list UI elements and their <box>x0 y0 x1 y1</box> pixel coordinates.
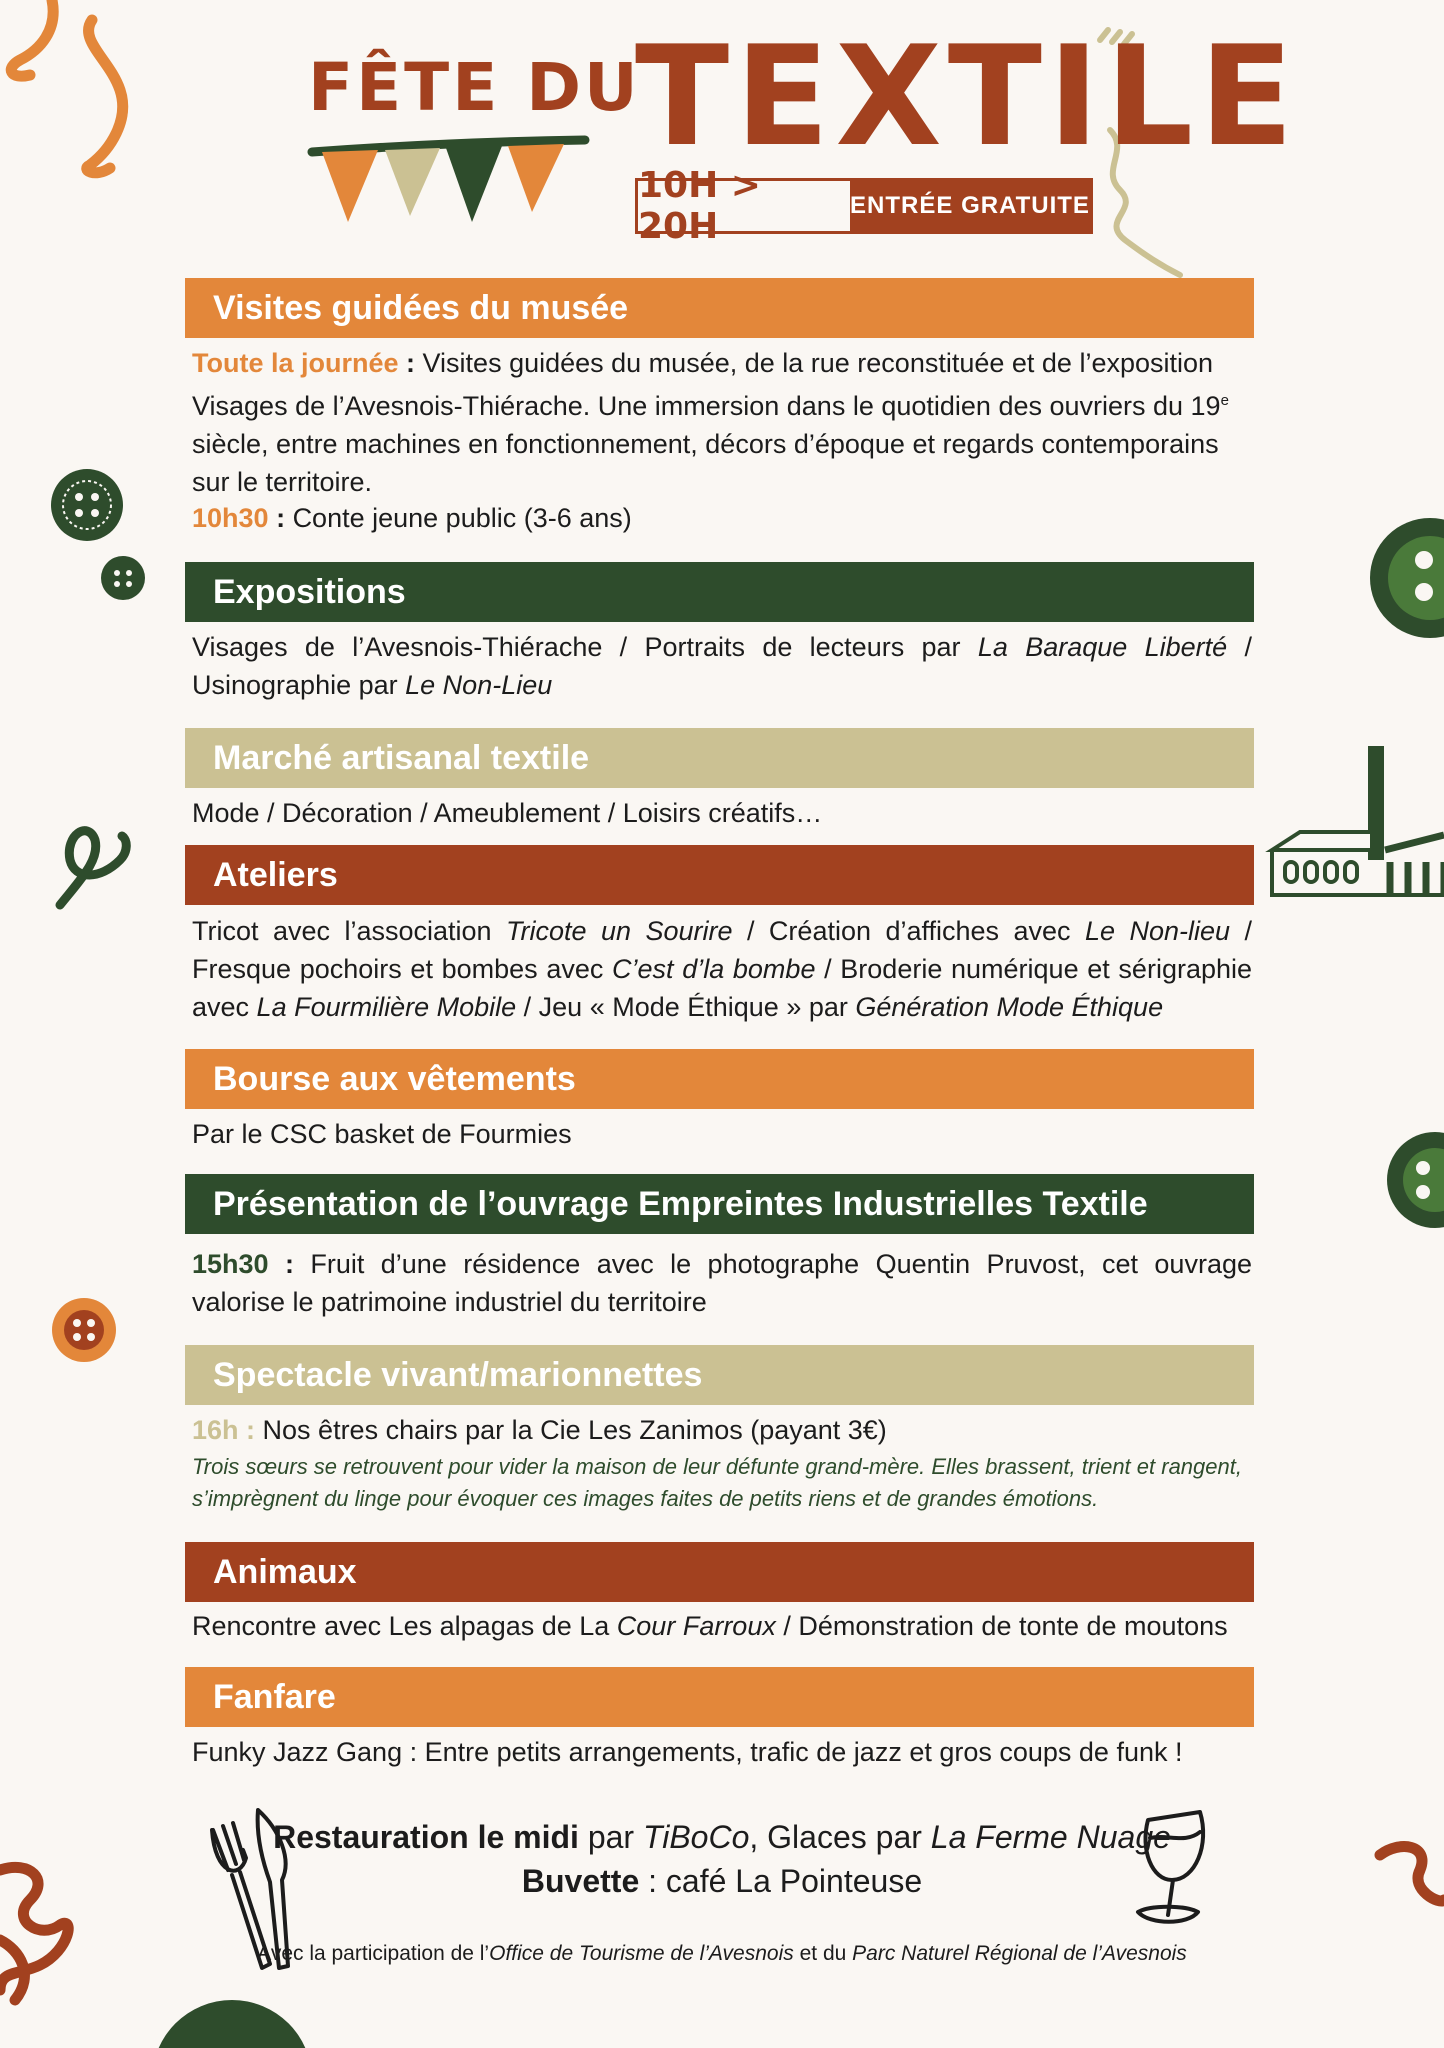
button-icon <box>52 1298 116 1362</box>
section-title-fanfare: Fanfare <box>185 1667 1254 1727</box>
section-title-marche: Marché artisanal textile <box>185 728 1254 788</box>
factory-icon <box>1272 748 1444 895</box>
section-body-visites: Toute la journée : Visites guidées du musée, de la rue reconstituée et de l’exposition Visages de l’Avesnois-Thiérache. Une immersion dans le quotidien des ouvriers du 19e siècle, entre machines en fonctionnement, décors d’époque et regards contemporains sur le territoire. <box>192 348 1229 497</box>
section-title-bourse: Bourse aux vêtements <box>185 1049 1254 1109</box>
section-title-ateliers: Ateliers <box>185 845 1254 905</box>
section-body-animaux: Rencontre avec Les alpagas de La Cour Farroux / Démonstration de tonte de moutons <box>192 1611 1228 1641</box>
time-label: 16h : <box>192 1415 256 1445</box>
section-title-visites: Visites guidées du musée <box>185 278 1254 338</box>
bunting-icon <box>312 140 585 222</box>
section-body-bourse: Par le CSC basket de Fourmies <box>192 1119 572 1149</box>
section-body-marche: Mode / Décoration / Ameublement / Loisirs créatifs… <box>192 798 823 828</box>
section-title-presentation: Présentation de l’ouvrage Empreintes Industrielles Textile <box>185 1174 1254 1234</box>
section-body-expositions: Visages de l’Avesnois-Thiérache / Portraits de lecteurs par La Baraque Liberté / Usinographie par Le Non-Lieu <box>192 632 1253 700</box>
button-icon <box>51 469 123 541</box>
free-entry-badge: ENTRÉE GRATUITE <box>850 181 1090 231</box>
spectacle-description: Trois sœurs se retrouvent pour vider la maison de leur défunte grand-mère. Elles brassent, trient et rangent, s’imprègnent du linge pour évoquer ces images faites de petits riens et de grandes émotions. <box>192 1454 1242 1511</box>
title-fete: FÊTE DU <box>308 49 641 126</box>
time-label: 10h30 <box>192 503 269 533</box>
section-body-presentation: 15h30 : Fruit d’une résidence avec le photographe Quentin Pruvost, cet ouvrage valorise le patrimoine industriel du territoire <box>192 1249 1252 1317</box>
section-body-visites-2: 10h30 : Conte jeune public (3-6 ans) <box>192 503 632 533</box>
time-label: Toute la journée <box>192 348 399 378</box>
section-body-fanfare: Funky Jazz Gang : Entre petits arrangements, trafic de jazz et gros coups de funk ! <box>192 1737 1183 1767</box>
section-title-animaux: Animaux <box>185 1542 1254 1602</box>
section-body-spectacle: 16h : Nos êtres chairs par la Cie Les Zanimos (payant 3€) <box>192 1415 887 1445</box>
button-icon <box>1370 518 1444 638</box>
section-title-spectacle: Spectacle vivant/marionnettes <box>185 1345 1254 1405</box>
food-info <box>0 1815 1444 1903</box>
squiggle-icon <box>60 831 126 905</box>
time-label: 15h30 <box>192 1249 269 1279</box>
squiggle-icon <box>11 0 122 173</box>
hours-box <box>635 165 1093 247</box>
section-title-expositions: Expositions <box>185 562 1254 622</box>
button-icon <box>1387 1132 1444 1228</box>
credits: Avec la participation de l’Office de Tourisme de l’Avesnois et du Parc Naturel Régional de l’Avesnois <box>257 1942 1187 1965</box>
button-icon <box>152 2000 312 2048</box>
title-textile: TEXTILE <box>635 16 1300 177</box>
button-icon <box>101 556 145 600</box>
section-body-ateliers: Tricot avec l’association Tricote un Sourire / Création d’affiches avec Le Non-lieu / Fresque pochoirs et bombes avec C’est d’la bombe / Broderie numérique et sérigraphie avec La Fourmilière Mobile / Jeu « Mode Éthique » par Génération Mode Éthique <box>192 916 1253 1022</box>
restauration-line: Restauration le midi par TiBoCo, Glaces par La Ferme Nuage <box>273 1819 1171 1855</box>
buvette-line: Buvette : café La Pointeuse <box>521 1863 923 1899</box>
opening-hours: 10H > 20H <box>638 165 761 247</box>
